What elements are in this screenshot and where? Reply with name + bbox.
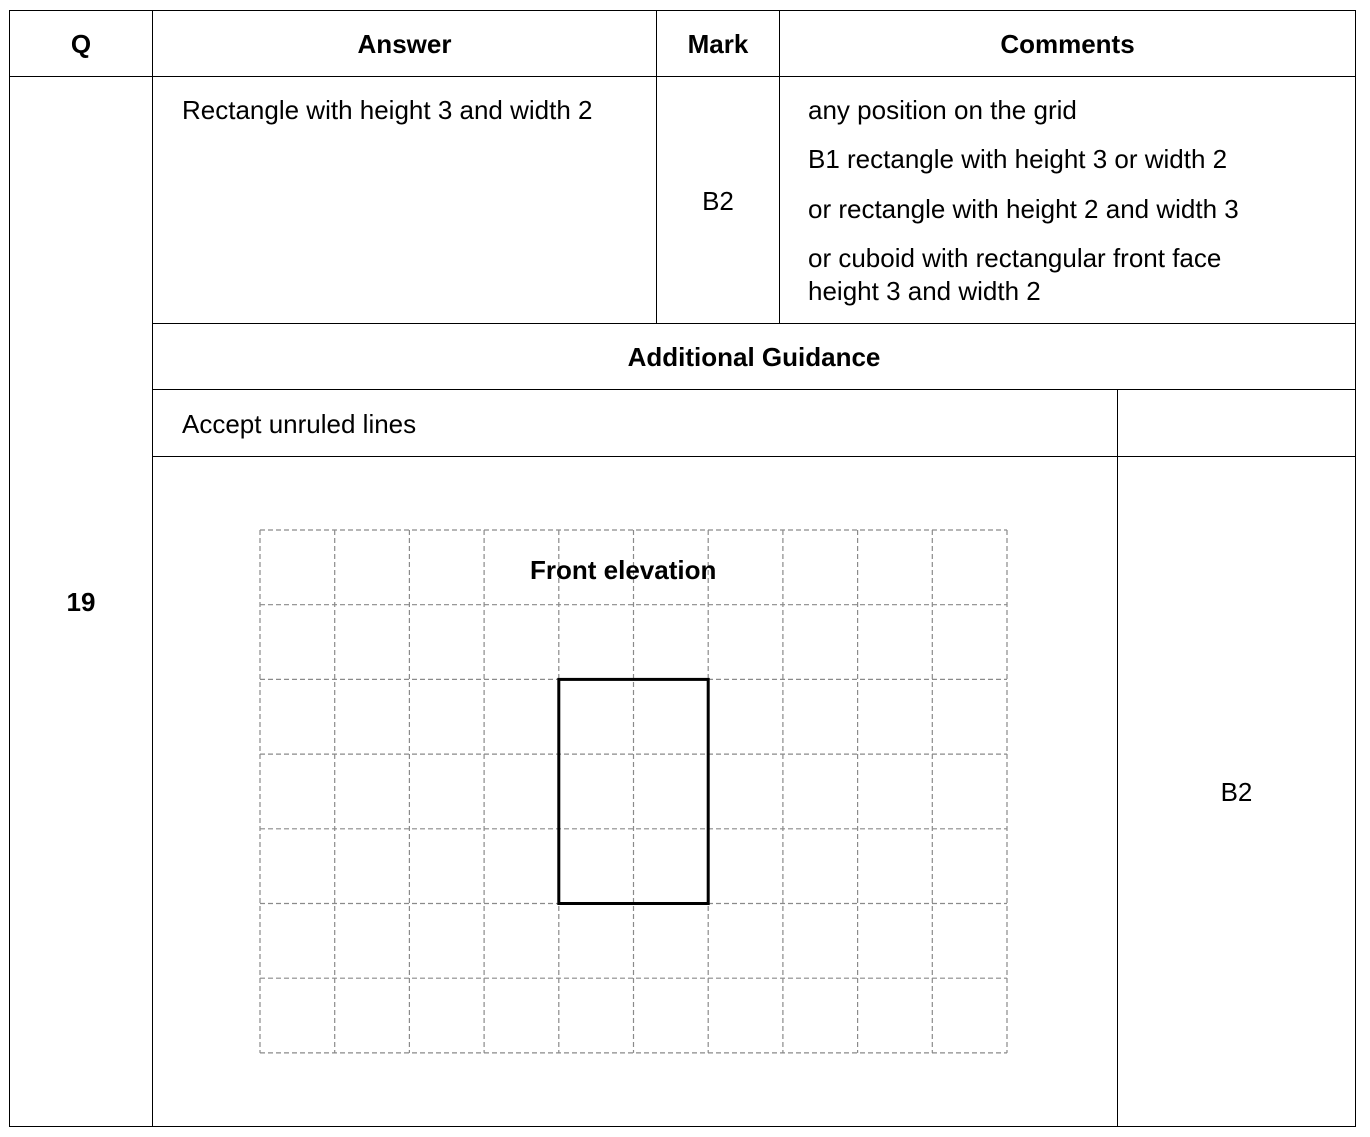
header-bottom-border xyxy=(9,76,1356,77)
answer-text: Rectangle with height 3 and width 2 xyxy=(182,95,593,125)
table-right-border xyxy=(1355,10,1356,1127)
guidance-text: Accept unruled lines xyxy=(182,409,417,439)
comment-line: or rectangle with height 2 and width 3 xyxy=(808,194,1239,224)
guidance-heading: Additional Guidance xyxy=(627,342,881,372)
header-mark: Mark xyxy=(687,29,749,59)
guidance-mark: B2 xyxy=(1220,777,1253,807)
question-number: 19 xyxy=(66,587,96,617)
front-elevation-label: Front elevation xyxy=(530,555,717,585)
table-left-border xyxy=(9,10,10,1127)
header-comments: Comments xyxy=(1000,29,1135,59)
guidance-mark-divider xyxy=(1117,389,1118,1127)
guidance-row-bottom-border xyxy=(152,456,1356,457)
table-top-border xyxy=(9,10,1356,11)
comment-line: any position on the grid xyxy=(808,95,1077,125)
header-answer: Answer xyxy=(357,29,452,59)
q-column-divider xyxy=(152,10,153,1127)
guidance-heading-bottom-border xyxy=(152,389,1356,390)
comment-line: or cuboid with rectangular front face xyxy=(808,243,1222,273)
comment-line: B1 rectangle with height 3 or width 2 xyxy=(808,144,1228,174)
answer-row-bottom-border xyxy=(152,323,1356,324)
answer-mark: B2 xyxy=(702,186,734,216)
table-bottom-border xyxy=(9,1126,1356,1127)
comment-line: height 3 and width 2 xyxy=(808,276,1041,306)
front-elevation-grid xyxy=(255,525,1015,1060)
header-q: Q xyxy=(70,29,92,59)
